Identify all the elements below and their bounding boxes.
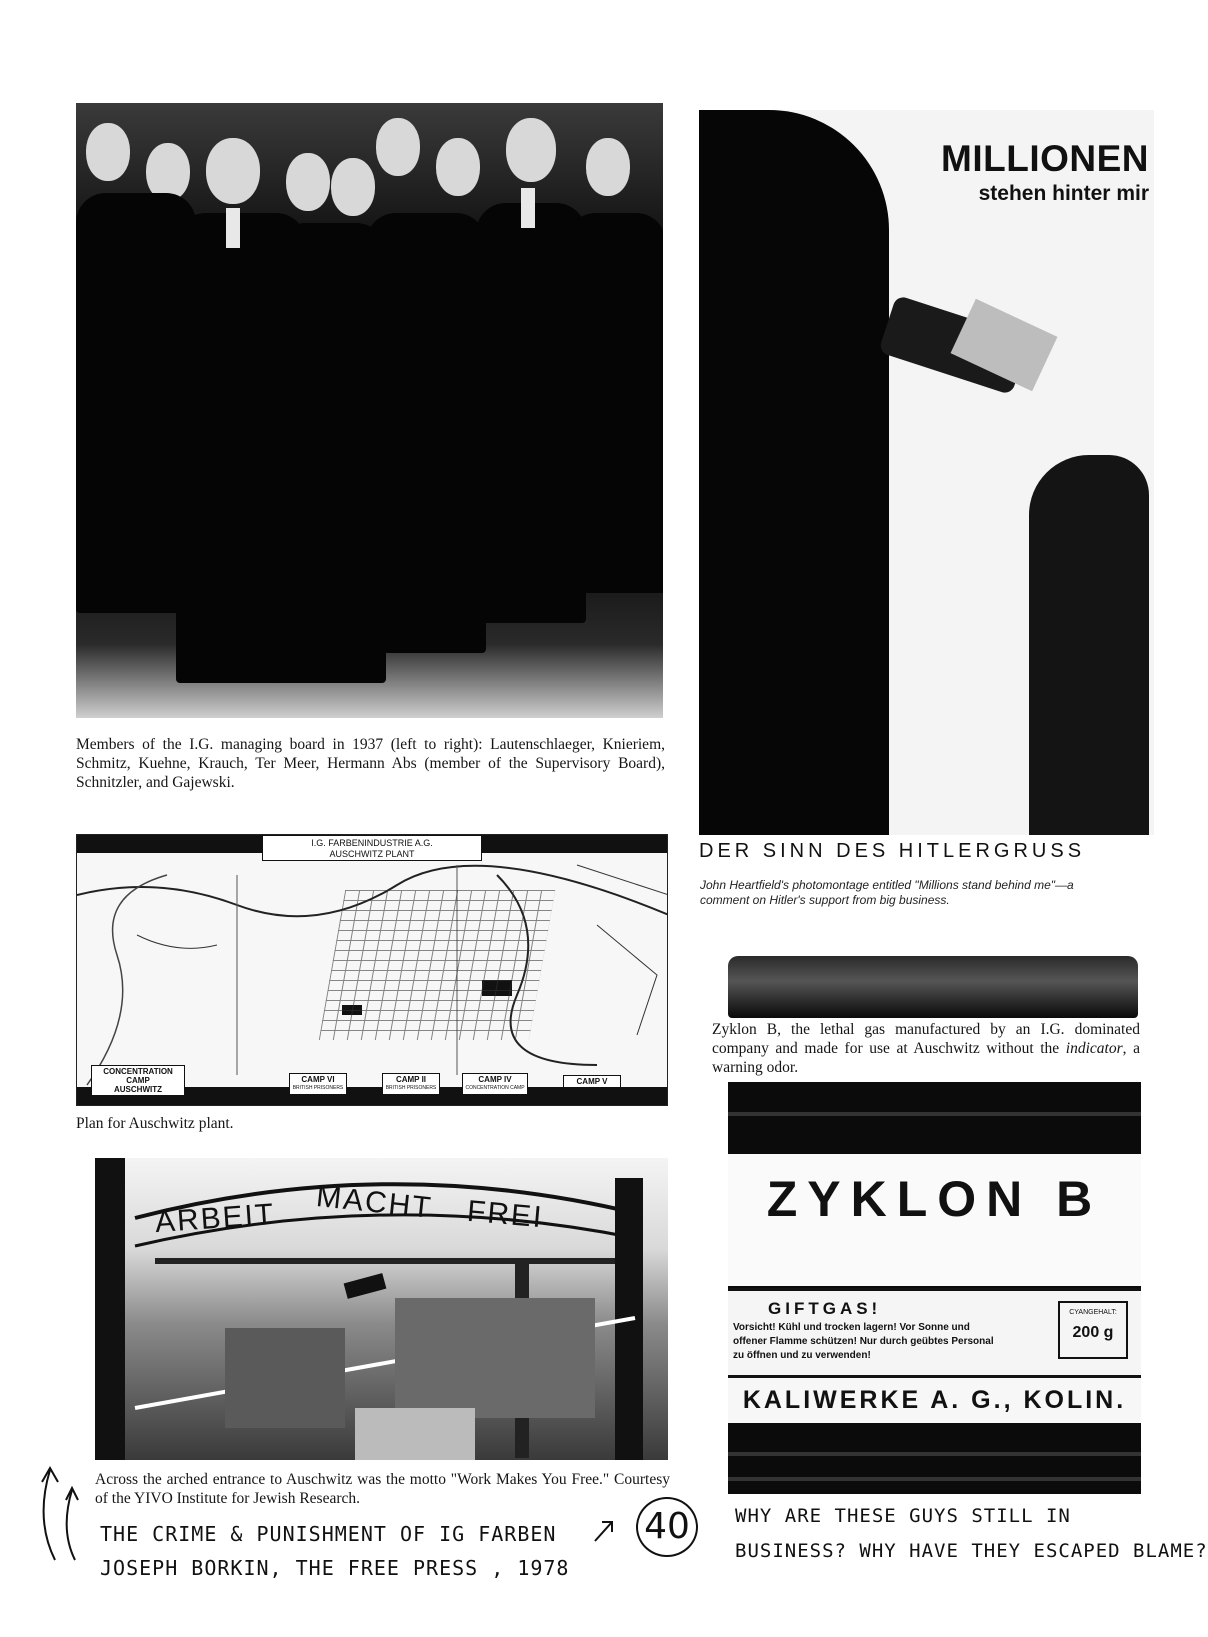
gate-sign-word: ARBEIT xyxy=(153,1197,277,1240)
gate-sign-word: FREI xyxy=(465,1194,545,1235)
gate-caption: Across the arched entrance to Auschwitz was the motto "Work Makes You Free." Courtesy of the YIVO Institute for Jewish Research. xyxy=(95,1471,670,1507)
person-3-head xyxy=(206,138,260,204)
can-cyan-label: CYANGEHALT: xyxy=(1069,1309,1117,1316)
map-label-text: AUSCHWITZ xyxy=(114,1085,162,1094)
can-lid-photo xyxy=(728,956,1138,1018)
page-number: 40 xyxy=(636,1497,698,1557)
arrow-up-icon xyxy=(30,1460,90,1570)
map-label-text: CAMP IV xyxy=(478,1075,512,1084)
map-caption: Plan for Auschwitz plant. xyxy=(76,1115,234,1132)
person-suit xyxy=(366,213,486,653)
person-8-head xyxy=(506,118,556,182)
zyklon-caption-text: , a warning odor. xyxy=(712,1040,1140,1076)
map-label-camp-v xyxy=(563,1075,621,1088)
montage-subtitle: stehen hinter mir xyxy=(978,182,1149,205)
handwritten-question-line1: WHY ARE THESE GUYS STILL IN xyxy=(735,1505,1071,1527)
can-warning-text: Vorsicht! Kühl und trocken lagern! Vor Sonne und offener Flamme schützen! Nur durch geübtes Personal zu öffnen und zu verwenden! xyxy=(733,1322,994,1361)
person-9-head xyxy=(586,138,630,196)
shirt-collar xyxy=(521,188,535,228)
montage-banner: DER SINN DES HITLERGRUSS xyxy=(699,840,1086,862)
gate-sign-word: MACHT xyxy=(314,1179,434,1226)
person-suit xyxy=(566,213,663,593)
arrow-up-right-icon xyxy=(590,1516,620,1546)
map-header-line2: AUSCHWITZ PLANT xyxy=(329,849,415,859)
map-label-text: CAMP II xyxy=(395,1075,427,1084)
map-label-camp-ii xyxy=(382,1073,440,1095)
can-rib xyxy=(728,1452,1141,1456)
handwritten-question-line2: BUSINESS? WHY HAVE THEY ESCAPED BLAME? xyxy=(735,1540,1208,1562)
person-6-head xyxy=(376,118,420,176)
plant-grid xyxy=(319,890,555,1040)
map-label-text: CONCENTRATION CAMP xyxy=(103,1067,173,1085)
shirt-collar xyxy=(226,208,240,248)
board-photo-caption: Members of the I.G. managing board in 1937 (left to right): Lautenschlaeger, Knieriem, Schmitz, Kuehne, Krauch, Ter Meer, Hermann Abs (member of the Supervisory Board), Schnitzler, and Gajewski. xyxy=(76,736,665,791)
person-1-head xyxy=(86,123,130,181)
can-weight: 200 g xyxy=(1072,1324,1114,1341)
coat-figure xyxy=(699,110,889,835)
zyklon-caption-text: Zyklon B, the lethal gas manufactured by an I.G. dominated company and made for use at Auschwitz without the xyxy=(712,1021,1140,1057)
can-warning-panel xyxy=(728,1288,1141,1378)
board-members-photo xyxy=(76,103,663,718)
can-rib xyxy=(728,1477,1141,1481)
can-brand: ZYKLON B xyxy=(766,1171,1103,1227)
map-label-sub: CONCENTRATION CAMP xyxy=(465,1085,525,1091)
auschwitz-gate-photo xyxy=(95,1158,668,1460)
map-label-sub: BRITISH PRISONERS xyxy=(292,1085,344,1091)
map-label-text: CAMP VI xyxy=(301,1075,335,1084)
can-rib xyxy=(728,1112,1141,1116)
zyklon-b-can-photo xyxy=(728,1082,1141,1494)
heartfield-photomontage xyxy=(699,110,1154,835)
map-header-line1: I.G. FARBENINDUSTRIE A.G. xyxy=(311,838,433,848)
can-maker: KALIWERKE A. G., KOLIN. xyxy=(742,1386,1127,1414)
can-giftgas: GIFTGAS! xyxy=(768,1299,882,1318)
zyklon-caption xyxy=(712,1020,1140,1077)
saluting-figure xyxy=(1029,455,1149,835)
person-4-head xyxy=(286,153,330,211)
map-label-camp-vi xyxy=(289,1073,347,1095)
handwritten-source-author: JOSEPH BORKIN, THE FREE PRESS , 1978 xyxy=(100,1556,570,1580)
montage-title: MILLIONEN xyxy=(941,138,1149,179)
map-label-text: CAMP V xyxy=(576,1077,608,1086)
can-weight-box xyxy=(1058,1301,1128,1359)
zyklon-caption-italic: indicator xyxy=(1065,1040,1123,1057)
montage-caption: John Heartfield's photomontage entitled "Millions stand behind me"—a comment on Hitler's support from big business. xyxy=(700,878,1074,907)
map-label-concentration-camp xyxy=(91,1065,185,1096)
gate-sign xyxy=(153,1179,625,1240)
person-5-head xyxy=(331,158,375,216)
map-label-sub: BRITISH PRISONERS xyxy=(385,1085,437,1091)
auschwitz-plant-map xyxy=(76,834,668,1106)
map-label-camp-iv xyxy=(462,1073,528,1095)
handwritten-source-title: THE CRIME & PUNISHMENT OF IG FARBEN xyxy=(100,1522,557,1546)
person-7-head xyxy=(436,138,480,196)
